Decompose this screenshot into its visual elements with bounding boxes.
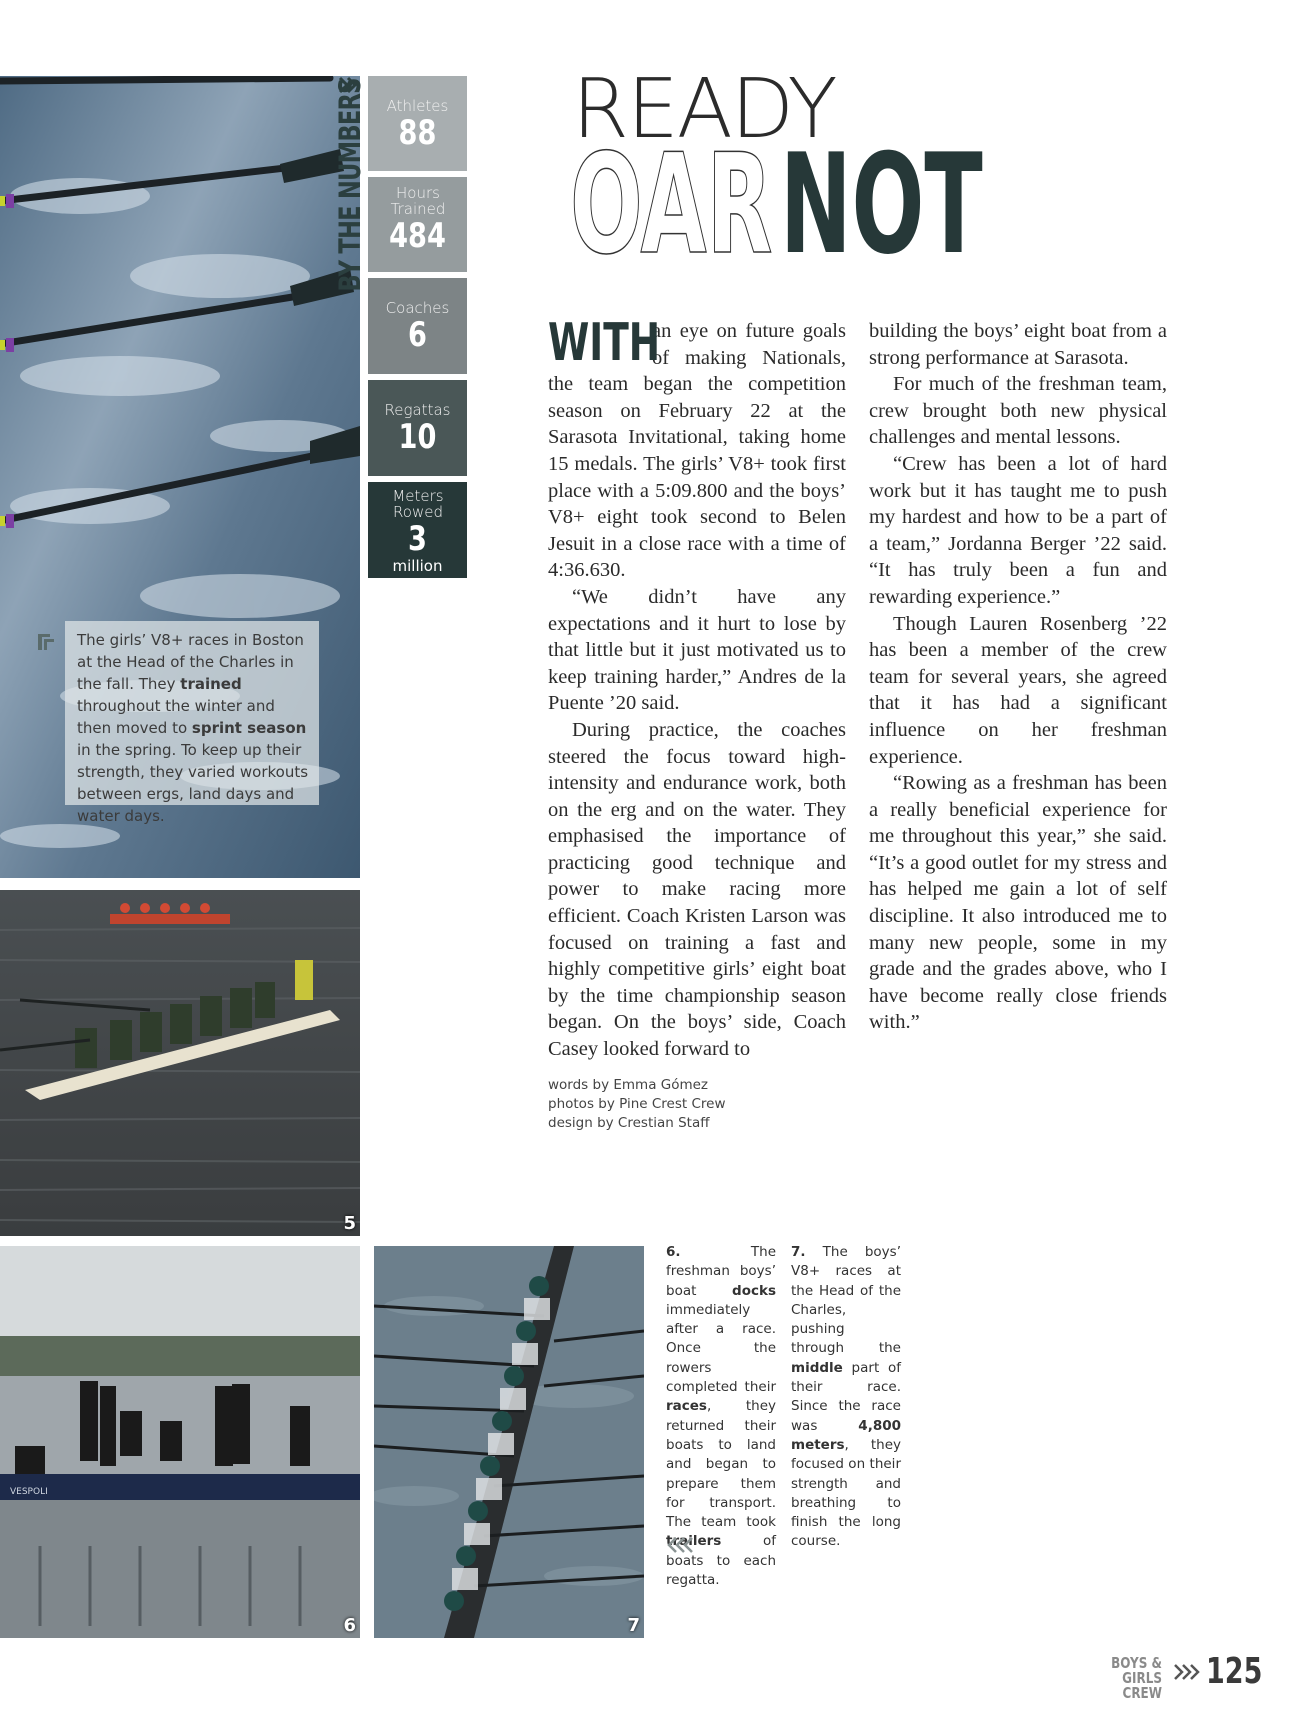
stat-label: Coaches — [385, 299, 450, 317]
left-chevrons-icon — [666, 1536, 698, 1554]
story-paragraph: Though Lauren Rosenberg ’22 has been a member of the crew team for several years, she agreed that it has had a significant influence on her freshman experience. — [869, 612, 1167, 768]
stat-label: Hours Trained — [390, 184, 446, 218]
caption-photo-7: 7. The boys’ V8+ races at the Head of the Charles, pushing through the middle part of their race. Since the race was 4,800 meters, they focused on their strength and breathing to finish the long course. — [791, 1244, 901, 1550]
stat-label: Regattas — [384, 401, 451, 419]
photo-number-7: 7 — [627, 1615, 640, 1636]
stat-label: Meters Rowed — [392, 487, 444, 521]
stat-value: 6 — [408, 315, 427, 355]
credit-words: words by Emma Gómez — [548, 1077, 709, 1093]
story-paragraph: During practice, the coaches steered the focus toward high-intensity and endurance work, both on the erg and on the water. They emphasised the importance of practicing good technique and power to make racing more efficient. Coach Kristen Larson was focused on training a fast and highly competitive girls’ eight boat by the time championship season began. On the boys’ side, Coach Casey looked forward to — [548, 718, 846, 1061]
credits — [548, 1076, 726, 1133]
stat-unit: million — [392, 557, 443, 575]
photo-boys-dock — [0, 1246, 360, 1638]
photo-caption-main: The girls’ V8+ races in Boston at the Head of the Charles in the fall. They trained throughout the winter and then moved to sprint season in the spring. To keep up their strength, they varied workouts between ergs, land days and water days. — [65, 621, 319, 805]
story-paragraph: WITH an eye on future goals of making Nationals, the team began the competition season on February 22 at the Sarasota Invitational, taking home 15 medals. The girls’ V8+ took first place with a 5:09.800 and the boys’ V8+ eight took second to Belen Jesuit in a close race with a time of 4:36.630. — [548, 313, 846, 582]
stat-hours-trained — [368, 177, 467, 272]
photo-boys-v8 — [374, 1246, 644, 1638]
story-paragraph: “Crew has been a lot of hard work but it has taught me to push my hardest and how to be a part of a team,” Jordanna Berger ’22 said. “It has truly been a fun and rewarding experience.” — [869, 452, 1167, 608]
stat-value: 10 — [398, 417, 437, 457]
photo-number-6: 6 — [343, 1615, 356, 1636]
stat-regattas — [368, 380, 467, 476]
stat-value: 3 — [408, 519, 427, 559]
footer-section-label: BOYS & GIRLS CREW — [1111, 1654, 1162, 1702]
story-paragraph: building the boys’ eight boat from a strong performance at Sarasota. — [869, 320, 1167, 369]
story-column-1 — [548, 313, 846, 1063]
headline-oar-not — [570, 124, 983, 285]
story-paragraph: “We didn’t have any expectations and it hurt to lose by that little but it just motivated us to keep training harder,” Andres de la Puente ’20 said. — [548, 585, 846, 715]
headline-not: NOT — [780, 124, 983, 285]
drop-word: WITH — [548, 313, 661, 373]
svg-text:VESPOLI: VESPOLI — [10, 1487, 48, 1497]
story-paragraph: For much of the freshman team, crew brought both new physical challenges and mental lessons. — [869, 373, 1167, 449]
page-number: 125 — [1206, 1651, 1263, 1692]
photo-girls-boat — [0, 890, 360, 1236]
stat-meters-rowed — [368, 482, 467, 578]
photo-number-5: 5 — [343, 1213, 356, 1234]
stat-coaches — [368, 278, 467, 374]
stat-label: Athletes — [386, 97, 449, 115]
double-chevron-icon — [338, 76, 364, 94]
story-column-2 — [869, 318, 1167, 1036]
story-paragraph: “Rowing as a freshman has been a really beneficial experience for me throughout this year,” she said. “It’s a good outlet for my stress and has helped me gain a lot of self discipline. It also introduced me to many new people, some in my grade and the grades above, who I have become really close friends with.” — [869, 772, 1167, 1034]
by-the-numbers-heading: BY THE NUMBERS — [333, 78, 367, 292]
credit-design: design by Crestian Staff — [548, 1115, 710, 1131]
crest-logo-icon — [36, 632, 56, 652]
headline-ready: READY — [572, 62, 836, 157]
credit-photos: photos by Pine Crest Crew — [548, 1096, 726, 1112]
caption-photo-6: 6. The freshman boys’ boat docks immediately after a race. Once the rowers completed their races, they returned their boats to land and began to prepare them for transport. The team took trailers of boats to each regatta. — [666, 1244, 776, 1589]
stat-value: 88 — [398, 113, 437, 153]
stat-athletes — [368, 76, 467, 171]
stat-value: 484 — [389, 216, 446, 256]
footer-chevrons-icon — [1172, 1662, 1202, 1682]
headline-oar: OAR — [570, 124, 773, 285]
